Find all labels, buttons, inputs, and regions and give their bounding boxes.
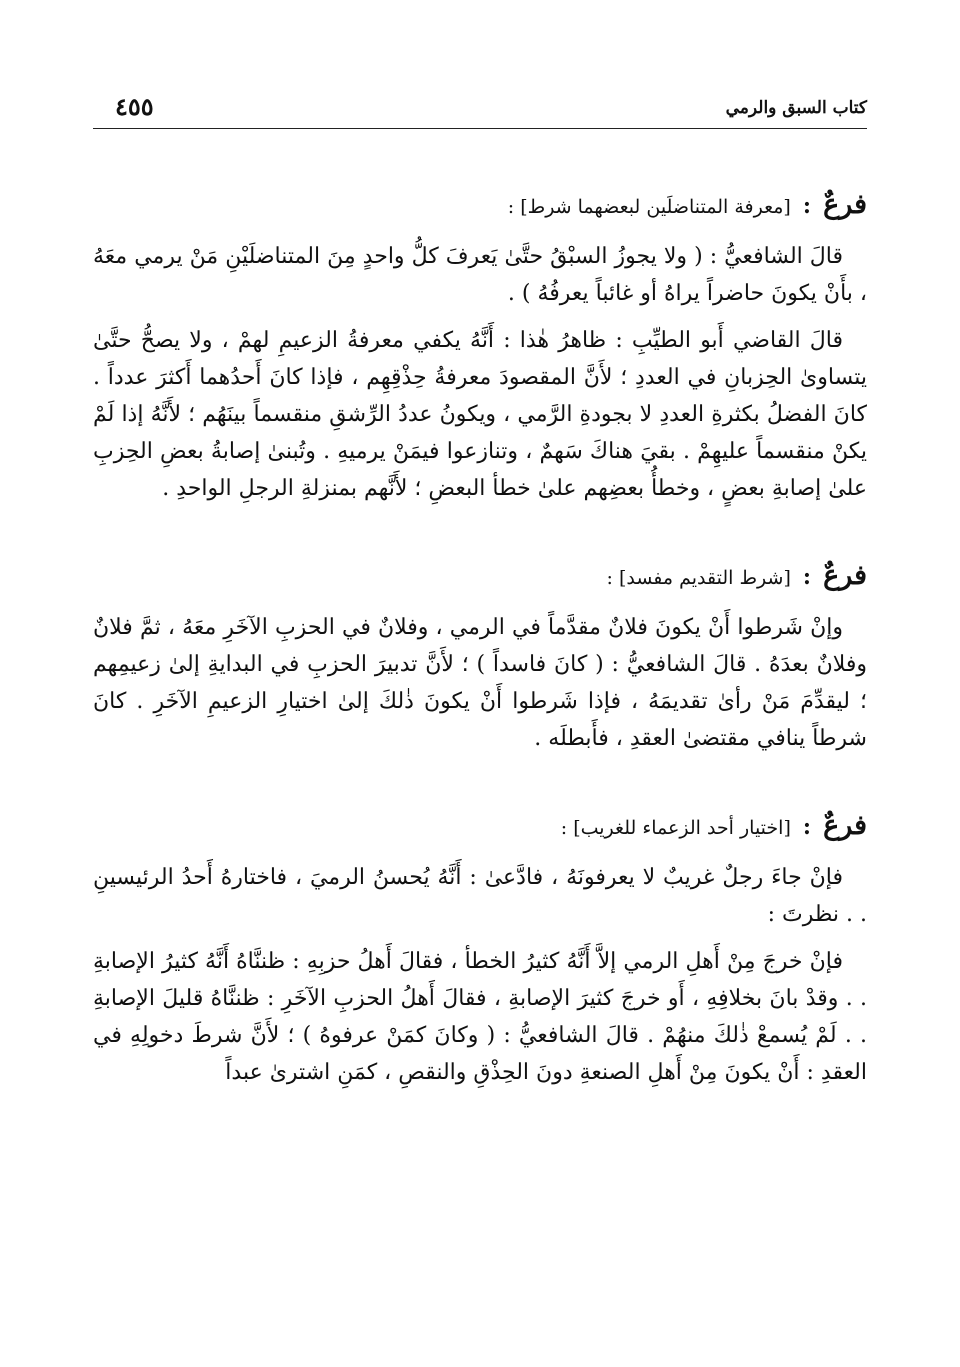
far-label: فرعٌ <box>823 560 867 591</box>
section-heading <box>93 559 867 595</box>
paragraph: وإنْ شَرطوا أَنْ يكونَ فلانٌ مقدَّماً في الرمي ، وفلانٌ في الحزبِ الآخَرِ معَهُ ، ثمَّ فلانٌ وفلانٌ بعدَهُ . قالَ الشافعيُّ : ( كانَ فاسداً ) ؛ لأَنَّ تدبيرَ الحزبِ في البدايةِ إلىٰ زعيمِهم ؛ ليقدِّمَ مَنْ رأىٰ تقديمَهُ ، فإذا شَرطوا أَنْ يكونَ ذٰلكَ إلىٰ اختيارِ الزعيمِ الآخَرِ . كانَ شرطاً ينافي مقتضىٰ العقدِ ، فأَبطلَه . <box>93 615 867 751</box>
section-heading <box>93 809 867 845</box>
section-far-1 <box>93 188 867 507</box>
running-header <box>93 92 867 129</box>
section-title: [اختيار أحد الزعماء للغريب] : <box>560 817 791 839</box>
paragraph: فإنْ جاءَ رجلٌ غريبٌ لا يعرفونَهُ ، فادَّعىٰ : أَنَّهُ يُحسنُ الرميَ ، فاختارهُ أَحدُ الرئيسينِ . . نظرتَ : <box>93 865 867 927</box>
page-body <box>93 188 867 1101</box>
colon-mark: : <box>802 564 812 590</box>
paragraph: قالَ الشافعيُّ : ( ولا يجوزُ السبْقُ حتَّىٰ يَعرفَ كلُّ واحدٍ مِنَ المتناضلَيْنِ مَنْ يرمي معَهُ ، بأَنْ يكونَ حاضراً يراهُ أو غائباً يعرفُهُ ) . <box>93 244 867 306</box>
colon-mark: : <box>802 193 812 219</box>
section-far-2 <box>93 559 867 757</box>
page-number: ٤٥٥ <box>115 92 154 121</box>
paragraph: قالَ القاضي أَبو الطيِّبِ : ظاهرُ هٰذا : أَنَّهُ يكفي معرفةُ الزعيمِ لهمْ ، ولا يصحُّ حتَّىٰ يتساوىٰ الحِزبانِ في العددِ ؛ لأَنَّ المقصودَ معرفةُ حِذْقِهِم ، فإذا كانَ أَحدُهما أَكثرَ عدداً . كانَ الفضلُ بكثرةِ العددِ لا بجودةِ الرَّمي ، ويكونُ عددُ الرِّشقِ منقسماً بينَهُم ؛ لأَنَّهُ إذا لَمْ يكنْ منقسماً عليهِمْ . بقيَ هناكَ سَهمٌ ، وتنازعوا فيمَنْ يرميهِ . وتُبنىٰ إصابةُ بعضِ الحِزبِ علىٰ إصابةِ بعضٍ ، وخطأُ بعضِهم علىٰ خطأ البعضِ ؛ لأَنَّهم بمنزلةِ الرجلِ الواحدِ . <box>93 328 867 501</box>
section-title: [معرفة المتناضلَين لبعضهما شرط] : <box>507 196 791 218</box>
section-title: [شرط التقديم مفسد] : <box>606 567 791 589</box>
section-far-3 <box>93 809 867 1091</box>
far-label: فرعٌ <box>823 189 867 220</box>
colon-mark: : <box>802 814 812 840</box>
paragraph: فإنْ خرجَ مِنْ أَهلِ الرمي إلاَّ أَنَّهُ كثيرُ الخطأ ، فقالَ أَهلُ حزبِهِ : ظننَّاهُ أَنَّهُ كثيرُ الإصابةِ . . وقدْ بانَ بخلافِهِ ، أَو خرجَ كثيرَ الإصابةِ ، فقالَ أَهلُ الحزبِ الآخَرِ : ظننَّاهُ قليلَ الإصابةِ . . لَمْ يُسمعْ ذٰلكَ منهُمْ . قالَ الشافعيُّ : ( وكانَ كمَنْ عرفوهُ ) ؛ لأَنَّ شرطَ دخولِهِ في العقدِ : أَنْ يكونَ مِنْ أَهلِ الصنعةِ دونَ الحِذْقِ والنقصِ ، كمَنِ اشترىٰ عبداً <box>93 949 867 1085</box>
section-heading <box>93 188 867 224</box>
far-label: فرعٌ <box>823 810 867 841</box>
book-title: كتاب السبق والرمي <box>725 98 867 118</box>
